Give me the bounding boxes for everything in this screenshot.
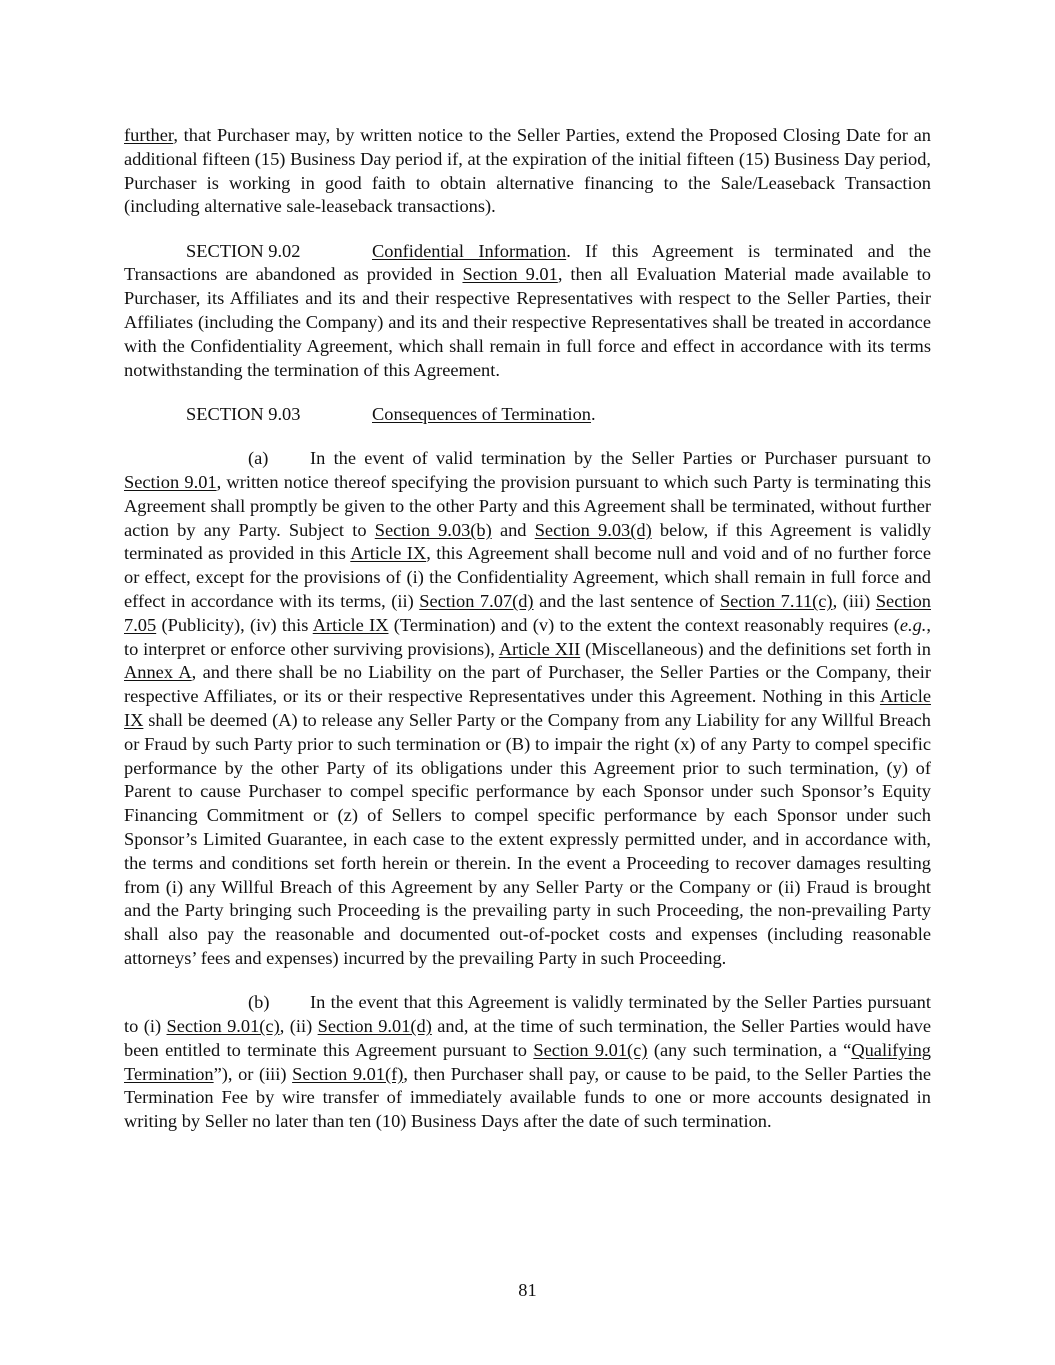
text-run: , (ii) bbox=[279, 1016, 318, 1037]
cross-reference: Section 9.03(d) bbox=[534, 519, 652, 540]
text-run: , and there shall be no Liability on the part of Purchaser, the Seller Parties or the Company, their respective Affiliates, or its or their respective Representatives under this Agreement. Nothing in this bbox=[124, 662, 931, 707]
subsection-b-paragraph bbox=[124, 991, 931, 1134]
italic-abbreviation: e.g. bbox=[899, 614, 927, 635]
text-run: (Publicity), (iv) this bbox=[156, 614, 313, 635]
cross-reference: Section 9.01(c) bbox=[166, 1016, 280, 1037]
cross-reference: Article IX bbox=[312, 614, 389, 635]
section-number: SECTION 9.02 bbox=[186, 240, 301, 261]
text-run: , written notice thereof specifying the provision pursuant to which such Party is terminating this Agreement shall promptly be given to the other Party and this Agreement shall be terminated, without further action by any Party. Subject to bbox=[124, 472, 931, 540]
defined-term: Qualifying Termination bbox=[124, 1039, 932, 1084]
text-run: and the last sentence of bbox=[533, 591, 720, 612]
section-title: Consequences of Termination bbox=[372, 403, 592, 424]
section-title: Confidential Information bbox=[372, 240, 567, 261]
defined-term-further: further bbox=[124, 125, 174, 145]
text-run: , this Agreement shall become null and void and of no further force or effect, except for the provisions of (i) the Confidentiality Agreement, which shall remain in full force and effect in accordance with its terms, (ii) bbox=[124, 543, 931, 612]
cross-reference: Section 7.11(c) bbox=[719, 591, 833, 612]
page-number: 81 bbox=[518, 1280, 537, 1300]
cross-reference: Section 7.05 bbox=[124, 591, 931, 635]
cross-reference: Section 9.01 bbox=[124, 472, 217, 493]
cross-reference: Section 9.03(b) bbox=[374, 519, 492, 540]
text-run: , (iii) bbox=[832, 591, 876, 612]
cross-reference: Annex A bbox=[124, 662, 192, 683]
cross-reference: Article IX bbox=[350, 543, 427, 564]
text-run: ”), or (iii) bbox=[213, 1063, 293, 1084]
text-run: and, at the time of such termination, the Seller Parties would have been entitled to terminate this Agreement pursuant to bbox=[124, 1016, 932, 1060]
cross-reference: Section 9.01 bbox=[462, 264, 558, 285]
text-run: and bbox=[491, 519, 535, 540]
cross-reference: Section 7.07(d) bbox=[419, 591, 534, 612]
cross-reference: Section 9.01(c) bbox=[533, 1039, 648, 1060]
text-run: below, if this Agreement is validly terminated as provided in this bbox=[124, 519, 932, 564]
text-run: (any such termination, a “ bbox=[647, 1039, 852, 1060]
subsection-a-paragraph bbox=[124, 447, 931, 971]
text-run: (Termination) and (v) to the extent the context reasonably requires ( bbox=[388, 614, 900, 635]
cross-reference: Article XII bbox=[498, 638, 581, 659]
text-run: (Miscellaneous) and the definitions set forth in bbox=[580, 638, 931, 659]
text-run: , then all Evaluation Material made available to Purchaser, its Affiliates and its and their respective Representatives with respect to the Seller Parties, their Affiliates (including the Company) and its and their respective Representatives shall be treated in accordance with the Confidentiality Agreement, which shall remain in full force and effect in accordance with its terms notwithstanding the termination of this Agreement. bbox=[124, 264, 931, 380]
section-number: SECTION 9.03 bbox=[186, 403, 301, 424]
document-page bbox=[124, 124, 931, 1155]
subsection-label: (a) bbox=[248, 448, 269, 469]
cross-reference: Section 9.01(d) bbox=[317, 1016, 432, 1037]
text-run: In the event of valid termination by the Seller Parties or Purchaser pursuant to bbox=[310, 448, 931, 469]
text-run: In the event that this Agreement is validly terminated by the Seller Parties pursuant to (i) bbox=[124, 992, 931, 1037]
text-run: . If this Agreement is terminated and the Transactions are abandoned as provided in bbox=[124, 240, 932, 285]
section-9-02-paragraph bbox=[124, 240, 931, 383]
cross-reference: Article IX bbox=[124, 686, 931, 731]
subsection-label: (b) bbox=[248, 992, 270, 1013]
text-run: , that Purchaser may, by written notice to the Seller Parties, extend the Proposed Closing Date for an additional fifteen (15) Business Day period if, at the expiration of the initial fifteen (15) Business Day period, Purchaser is working in good faith to obtain alternative financing to the Sale/Leaseback Transaction (including alternative sale-leaseback transactions). bbox=[124, 125, 931, 217]
section-9-03-heading bbox=[124, 403, 931, 427]
cross-reference: Section 9.01(f) bbox=[292, 1063, 404, 1084]
text-run: , then Purchaser shall pay, or cause to be paid, to the Seller Parties the Termination Fee by wire transfer of immediately available funds to one or more accounts designated in writing by Seller no later than ten (10) Business Days after the date of such termination. bbox=[124, 1063, 931, 1132]
text-run: , to interpret or enforce other surviving provisions), bbox=[124, 614, 932, 659]
text-run: shall be deemed (A) to release any Seller Party or the Company from any Liability for any Willful Breach or Fraud by such Party prior to such termination or (B) to impair the right (x) of any Party to compel specific performance by the other Party of its obligations under this Agreement prior to such termination, (y) of Parent to cause Purchaser to compel specific performance by each Sponsor under such Sponsor’s Equity Financing Commitment or (z) of Sellers to compel specific performance by each Sponsor under such Sponsor’s Limited Guarantee, in each case to the extent expressly permitted under, and in accordance with, the terms and conditions set forth herein or therein. In the event a Proceeding to recover damages resulting from (i) any Willful Breach of this Agreement by any Seller Party or the Company or (ii) Fraud is brought and the Party bringing such Proceeding is the prevailing party in such Proceeding, the non-prevailing Party shall also pay the reasonable and documented out-of-pocket costs and expenses (including reasonable attorneys’ fees and expenses) incurred by the prevailing Party in such Proceeding. bbox=[124, 710, 931, 968]
text-run: . bbox=[591, 403, 596, 424]
paragraph-continuation bbox=[124, 124, 931, 219]
